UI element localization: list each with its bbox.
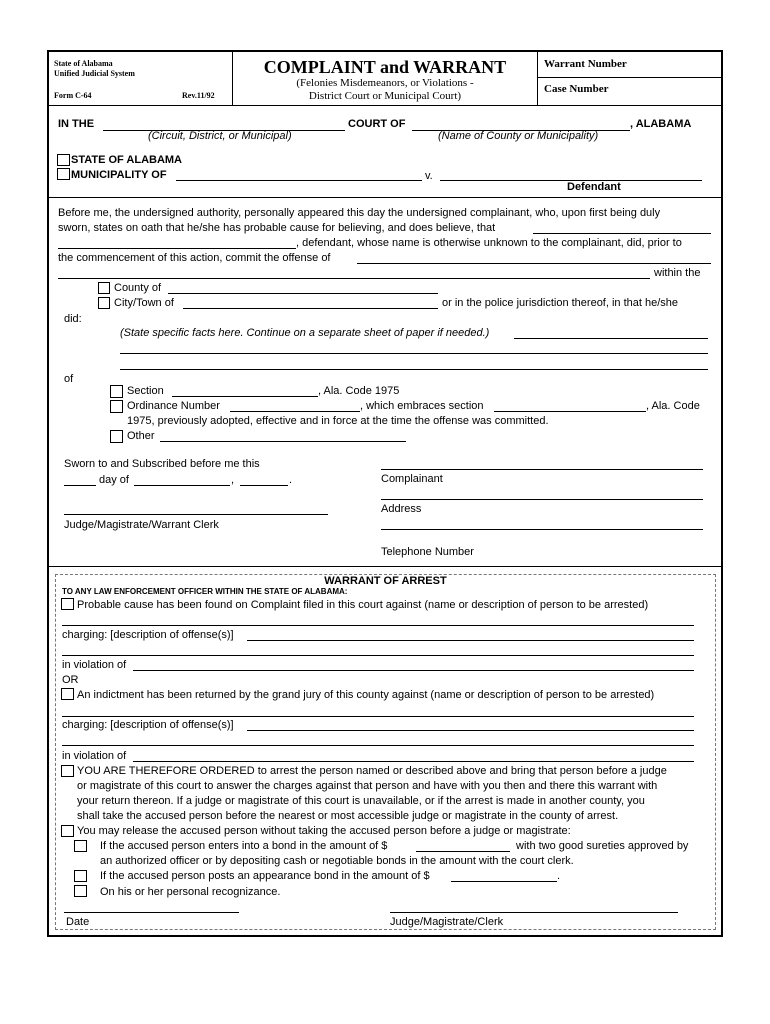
appearance-bond-amount-field[interactable] bbox=[451, 881, 557, 882]
complaint-line-1: Before me, the undersigned authority, personally appeared this day the undersigned complainant, who, upon first being duly bbox=[58, 207, 661, 219]
section-label: Section bbox=[127, 385, 164, 397]
facts-field-3[interactable] bbox=[120, 369, 708, 370]
bond-label-a: If the accused person enters into a bond in the amount of $ bbox=[100, 840, 388, 852]
day-of-label: day of bbox=[99, 474, 129, 486]
warrant-separator bbox=[47, 566, 723, 567]
embraces-section-field[interactable] bbox=[494, 411, 646, 412]
header-divider-2 bbox=[537, 50, 538, 106]
defendant-label: Defendant bbox=[567, 181, 621, 193]
complainant-address-field[interactable] bbox=[381, 499, 703, 500]
case-number-label: Case Number bbox=[544, 83, 609, 95]
appearance-bond-label-b: . bbox=[557, 870, 561, 882]
date-label: Date bbox=[66, 916, 90, 928]
complainant-label: Complainant bbox=[381, 473, 443, 485]
judge-clerk-signature-field[interactable] bbox=[390, 912, 678, 913]
city-town-label: City/Town of bbox=[114, 297, 174, 309]
judge-clerk-label: Judge/Magistrate/Clerk bbox=[390, 916, 504, 928]
bond-label-c: an authorized officer or by depositing cash or negotiable bonds in the amount with the court clerk. bbox=[100, 855, 574, 867]
probable-cause-label: Probable cause has been found on Complaint filed in this court against (name or description of person to be arrested) bbox=[77, 599, 649, 611]
bond-checkbox[interactable] bbox=[74, 840, 87, 852]
ordinance-number-field[interactable] bbox=[230, 411, 360, 412]
city-town-field[interactable] bbox=[183, 308, 438, 309]
in-violation-label-1: in violation of bbox=[62, 659, 127, 671]
sworn-comma: , bbox=[231, 474, 235, 486]
state-specific-hint: (State specific facts here. Continue on a separate sheet of paper if needed.) bbox=[120, 327, 490, 339]
recognizance-checkbox[interactable] bbox=[74, 885, 87, 897]
court-separator bbox=[47, 197, 723, 198]
alabama-label: , ALABAMA bbox=[630, 118, 692, 130]
in-the-label: IN THE bbox=[58, 118, 95, 130]
within-the-label: within the bbox=[654, 267, 701, 279]
state-label: State of Alabama bbox=[54, 59, 113, 68]
release-label: You may release the accused person without taking the accused person before a judge or magistrate: bbox=[77, 825, 571, 837]
telephone-label: Telephone Number bbox=[381, 546, 474, 558]
did-label: did: bbox=[64, 313, 82, 325]
release-checkbox[interactable] bbox=[61, 825, 74, 837]
recognizance-label: On his or her personal recognizance. bbox=[100, 886, 281, 898]
violation-field-2[interactable] bbox=[133, 761, 694, 762]
sworn-label: Sworn to and Subscribed before me this bbox=[64, 458, 260, 470]
page-subtitle-1: (Felonies Misdemeanors, or Violations - bbox=[296, 77, 474, 89]
of-label: of bbox=[64, 373, 74, 385]
warrant-number-label: Warrant Number bbox=[544, 58, 627, 70]
charging-field-2b[interactable] bbox=[62, 745, 694, 746]
ordered-checkbox[interactable] bbox=[61, 765, 74, 777]
charging-field-1[interactable] bbox=[247, 640, 694, 641]
appearance-bond-checkbox[interactable] bbox=[74, 870, 87, 882]
header-divider-1 bbox=[232, 50, 233, 106]
sworn-month-field[interactable] bbox=[134, 485, 230, 486]
other-checkbox[interactable] bbox=[110, 430, 123, 443]
state-of-alabama-label: STATE OF ALABAMA bbox=[71, 154, 183, 166]
county-of-label: County of bbox=[114, 282, 162, 294]
indictment-name-field[interactable] bbox=[62, 716, 694, 717]
warrant-number-field[interactable] bbox=[640, 55, 720, 75]
probable-cause-name-field[interactable] bbox=[62, 625, 694, 626]
police-jurisdiction-label: or in the police jurisdiction thereof, in that he/she bbox=[442, 297, 679, 309]
other-field[interactable] bbox=[160, 441, 406, 442]
complainant-signature-field[interactable] bbox=[381, 469, 703, 470]
ordered-line-2: or magistrate of this court to answer the charges against that person and have with you then and there this warrant with bbox=[77, 780, 658, 792]
warrant-title: WARRANT OF ARREST bbox=[324, 575, 447, 587]
ordered-line-1: YOU ARE THEREFORE ORDERED to arrest the person named or described above and bring that person before a judge bbox=[77, 765, 667, 777]
date-field[interactable] bbox=[64, 912, 239, 913]
county-of-field[interactable] bbox=[168, 293, 438, 294]
bond-amount-field[interactable] bbox=[416, 851, 510, 852]
other-label: Other bbox=[127, 430, 155, 442]
address-label: Address bbox=[381, 503, 422, 515]
charging-label-1: charging: [description of offense(s)] bbox=[62, 629, 234, 641]
sworn-day-field[interactable] bbox=[64, 485, 96, 486]
probable-cause-checkbox[interactable] bbox=[61, 598, 74, 610]
court-type-hint: (Circuit, District, or Municipal) bbox=[148, 130, 292, 142]
county-name-hint: (Name of County or Municipality) bbox=[438, 130, 599, 142]
municipality-label: MUNICIPALITY OF bbox=[71, 169, 167, 181]
sworn-period: . bbox=[289, 474, 293, 486]
header-divider-3 bbox=[537, 77, 723, 78]
charging-field-2[interactable] bbox=[247, 730, 694, 731]
address-line-2-field[interactable] bbox=[381, 529, 703, 530]
bond-label-b: with two good sureties approved by bbox=[516, 840, 689, 852]
page-subtitle-2: District Court or Municipal Court) bbox=[308, 90, 462, 102]
court-of-label: COURT OF bbox=[348, 118, 406, 130]
violation-field-1[interactable] bbox=[133, 670, 694, 671]
judge-signature-field[interactable] bbox=[64, 514, 328, 515]
ordinance-number-label: Ordinance Number bbox=[127, 400, 220, 412]
ordinance-continuation: 1975, previously adopted, effective and in force at the time the offense was committed. bbox=[127, 415, 549, 427]
city-town-checkbox[interactable] bbox=[98, 297, 110, 309]
municipality-field[interactable] bbox=[176, 180, 422, 181]
page-title: COMPLAINT and WARRANT bbox=[263, 57, 507, 77]
which-embraces-label: , which embraces section bbox=[360, 400, 484, 412]
offense-field-2[interactable] bbox=[58, 278, 650, 279]
form-number: Form C-64 bbox=[54, 91, 92, 100]
warrant-to-officer: TO ANY LAW ENFORCEMENT OFFICER WITHIN THE STATE OF ALABAMA: bbox=[62, 587, 348, 596]
complaint-line-4: the commencement of this action, commit the offense of bbox=[58, 252, 331, 264]
accused-name-field-1[interactable] bbox=[533, 233, 711, 234]
system-label: Unified Judicial System bbox=[54, 69, 135, 78]
ala-code-label: , Ala. Code bbox=[646, 400, 700, 412]
indictment-label: An indictment has been returned by the grand jury of this county against (name or description of person to be arrested) bbox=[77, 689, 655, 701]
complaint-line-2: sworn, states on oath that he/she has probable cause for believing, and does believe, that bbox=[58, 222, 496, 234]
ala-code-1975-label: , Ala. Code 1975 bbox=[318, 385, 400, 397]
section-checkbox[interactable] bbox=[110, 385, 123, 398]
accused-name-field-2[interactable] bbox=[58, 248, 296, 249]
revision: Rev.11/92 bbox=[182, 91, 215, 100]
facts-field-1[interactable] bbox=[514, 338, 708, 339]
charging-label-2: charging: [description of offense(s)] bbox=[62, 719, 234, 731]
state-of-alabama-checkbox[interactable] bbox=[57, 154, 70, 166]
facts-field-2[interactable] bbox=[120, 353, 708, 354]
appearance-bond-label-a: If the accused person posts an appearance bond in the amount of $ bbox=[100, 870, 430, 882]
case-number-field[interactable] bbox=[620, 80, 720, 102]
indictment-checkbox[interactable] bbox=[61, 688, 74, 700]
ordered-line-4: shall take the accused person before the nearest or most accessible judge or magistrate in the county of arrest. bbox=[77, 810, 619, 822]
in-violation-label-2: in violation of bbox=[62, 750, 127, 762]
versus-label: v. bbox=[425, 170, 433, 182]
offense-field-1[interactable] bbox=[357, 263, 711, 264]
ordered-line-3: your return thereon. If a judge or magistrate of this court is unavailable, or if the arrest is made in another county, you bbox=[77, 795, 645, 807]
section-field[interactable] bbox=[172, 396, 318, 397]
complaint-line-3: , defendant, whose name is otherwise unknown to the complainant, did, prior to bbox=[296, 237, 682, 249]
charging-field-1b[interactable] bbox=[62, 655, 694, 656]
sworn-year-field[interactable] bbox=[240, 485, 288, 486]
or-label: OR bbox=[62, 674, 79, 686]
municipality-checkbox[interactable] bbox=[57, 168, 70, 180]
county-of-checkbox[interactable] bbox=[98, 282, 110, 294]
ordinance-checkbox[interactable] bbox=[110, 400, 123, 413]
judge-magistrate-warrant-clerk-label: Judge/Magistrate/Warrant Clerk bbox=[64, 519, 219, 531]
